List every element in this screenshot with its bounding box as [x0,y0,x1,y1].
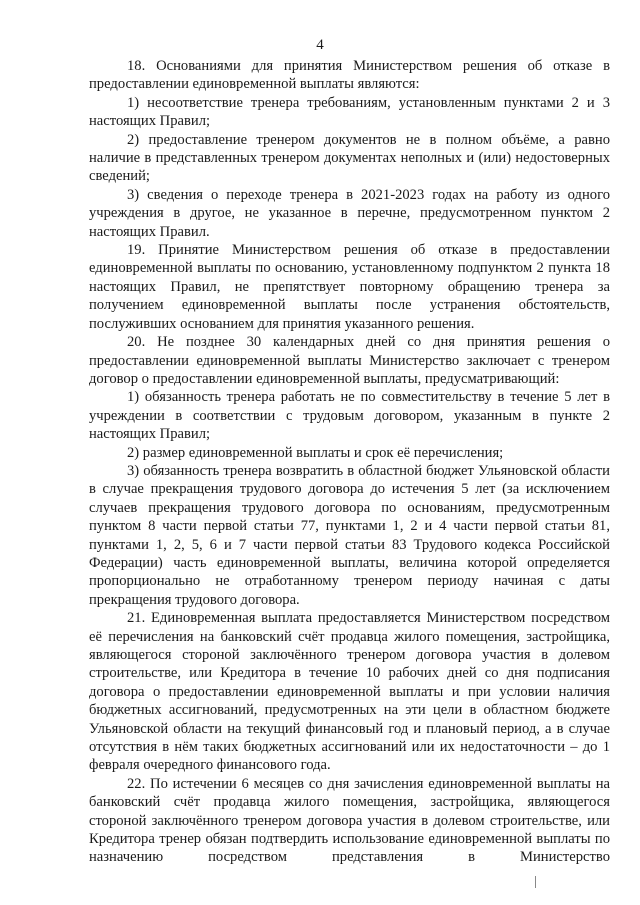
paragraph-18: 18. Основаниями для принятия Министерством решения об отказе в предоставлении единовременной выплаты являются: [89,58,610,93]
paragraph-22: 22. По истечении 6 месяцев со дня зачисления единовременной выплаты на банковский счёт продавца жилого помещения, застройщика, являющегося стороной заключённого тренером договора участия в долевом строительстве, или Кредитора тренер обязан подтвердить использование единовременной выплаты по назначению посредством представления в Министерство [89,775,610,866]
paragraph-20: 20. Не позднее 30 календарных дней со дня принятия решения о предоставлении единовременной выплаты Министерство заключает с тренером договор о предоставлении единовременной выплаты, предусматривающий: [89,334,610,387]
page-number: 4 [316,37,324,53]
paragraph-18-item-1: 1) несоответствие тренера требованиям, установленным пунктами 2 и 3 настоящих Правил; [89,94,610,130]
paragraph-21: 21. Единовременная выплата предоставляется Министерством посредством её перечисления на банковский счёт продавца жилого помещения, застройщика, являющегося стороной заключённого тренером договора участия в долевом строительстве, или Кредитора в течение 10 рабочих дней со дня подписания договора о предоставлении единовременной выплаты и при условии наличия бюджетных ассигнований, предусмотренных на эти цели в областном бюджете Ульяновской области на текущий финансовый год и плановый период, а в случае отсутствия в нём таких бюджетных ассигнований или их недостаточности – до 1 февраля очередного финансового года. [89,610,610,774]
paragraph-18-item-2: 2) предоставление тренером документов не в полном объёме, а равно наличие в представленных тренером документах неполных и (или) недостоверных сведений; [89,131,610,185]
paragraph-20-item-3: 3) обязанность тренера возвратить в областной бюджет Ульяновской области в случае прекращения трудового договора до истечения 5 лет (за исключением случаев прекращения трудового договора по основаниям, предусмотренным пунктом 8 части первой статьи 77, пунктами 1, 2 и 4 части первой статьи 81, пунктами 1, 2, 5, 6 и 7 части первой статьи 83 Трудового кодекса Российской Федерации) часть единовременной выплаты, величина которой определяется пропорционально не отработанному тренером периоду начиная с даты прекращения трудового договора. [89,462,610,608]
paragraph-19: 19. Принятие Министерством решения об отказе в предоставлении единовременной выплаты по основанию, установленному подпунктом 2 пункта 18 настоящих Правил, не препятствует повторному обращению тренера за получением единовременной выплаты после устранения обстоятельств, послуживших основанием для принятия указанного решения. [89,242,610,332]
document-body [89,57,610,867]
paragraph-18-item-3: 3) сведения о переходе тренера в 2021-2023 годах на работу из одного учреждения в другое, не указанное в перечне, предусмотренном пунктом 2 настоящих Правил. [89,186,610,240]
scan-mark [535,876,536,888]
paragraph-20-item-1: 1) обязанность тренера работать не по совместительству в течение 5 лет в учреждении в соответствии с трудовым договором, указанным в пункте 2 настоящих Правил; [89,389,610,443]
paragraph-20-item-2: 2) размер единовременной выплаты и срок её перечисления; [127,444,504,461]
